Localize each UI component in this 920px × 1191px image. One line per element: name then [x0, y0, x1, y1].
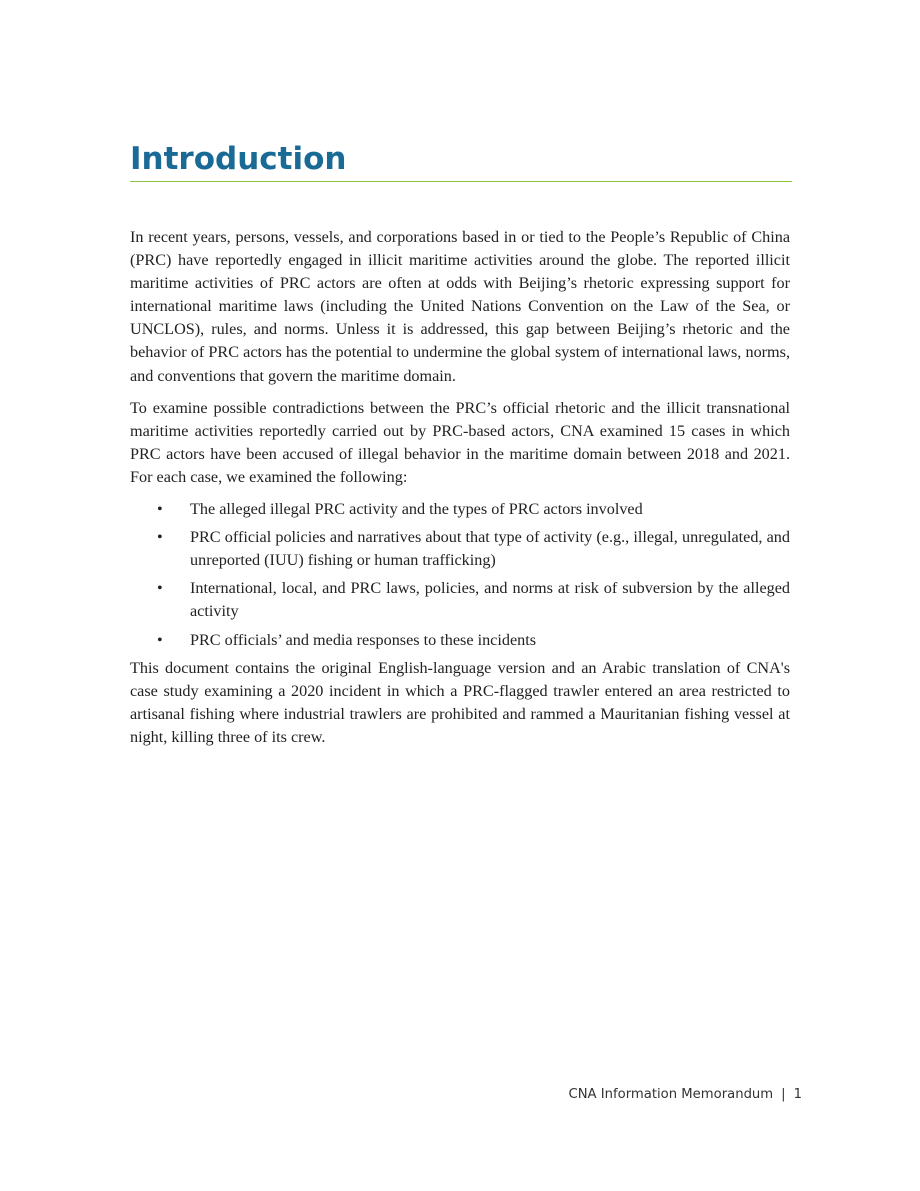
footer-separator: | — [781, 1087, 786, 1102]
bullet-text: PRC officials’ and media responses to these incidents — [190, 630, 537, 649]
bullet-icon: • — [157, 579, 163, 598]
bullet-text: International, local, and PRC laws, policies, and norms at risk of subversion by the alleged activity — [190, 579, 790, 621]
paragraph-1: In recent years, persons, vessels, and corporations based in or tied to the People’s Republic of China (PRC) have reportedly engaged in illicit maritime activities around the globe. The reported illicit maritime activities of PRC actors are often at odds with Beijing’s rhetoric expressing support for international maritime laws (including the United Nations Convention on the Law of the Sea, or UNCLOS), rules, and norms. Unless it is addressed, this gap between Beijing’s rhetoric and the behavior of PRC actors has the potential to undermine the global system of international laws, norms, and conventions that govern the maritime domain. — [130, 228, 790, 385]
bullet-icon: • — [157, 630, 163, 649]
bullet-text: The alleged illegal PRC activity and the types of PRC actors involved — [190, 500, 643, 519]
bullet-item — [130, 629, 790, 652]
bullet-icon: • — [157, 528, 163, 547]
bullet-item — [130, 498, 790, 521]
bullet-item — [130, 526, 790, 572]
page-number: 1 — [793, 1087, 802, 1102]
page-footer — [568, 1086, 802, 1104]
bullet-text: PRC official policies and narratives about that type of activity (e.g., illegal, unregulated, and unreported (IUU) fishing or human trafficking) — [190, 528, 790, 570]
bullet-list — [130, 498, 790, 652]
heading-underline — [130, 181, 792, 182]
paragraph-2: To examine possible contradictions between the PRC’s official rhetoric and the illicit transnational maritime activities reportedly carried out by PRC-based actors, CNA examined 15 cases in which PRC actors have been accused of illegal behavior in the maritime domain between 2018 and 2021. For each case, we examined the following: — [130, 398, 790, 486]
bullet-item — [130, 577, 790, 623]
publication-name: CNA Information Memorandum — [568, 1087, 774, 1102]
body-text — [130, 226, 790, 758]
section-heading: Introduction — [130, 141, 347, 177]
bullet-icon: • — [157, 500, 163, 519]
paragraph-3: This document contains the original English-language version and an Arabic translation of CNA's case study examining a 2020 incident in which a PRC-flagged trawler entered an area restricted to artisanal fishing where industrial trawlers are prohibited and rammed a Mauritanian fishing vessel at night, killing three of its crew. — [130, 658, 790, 746]
